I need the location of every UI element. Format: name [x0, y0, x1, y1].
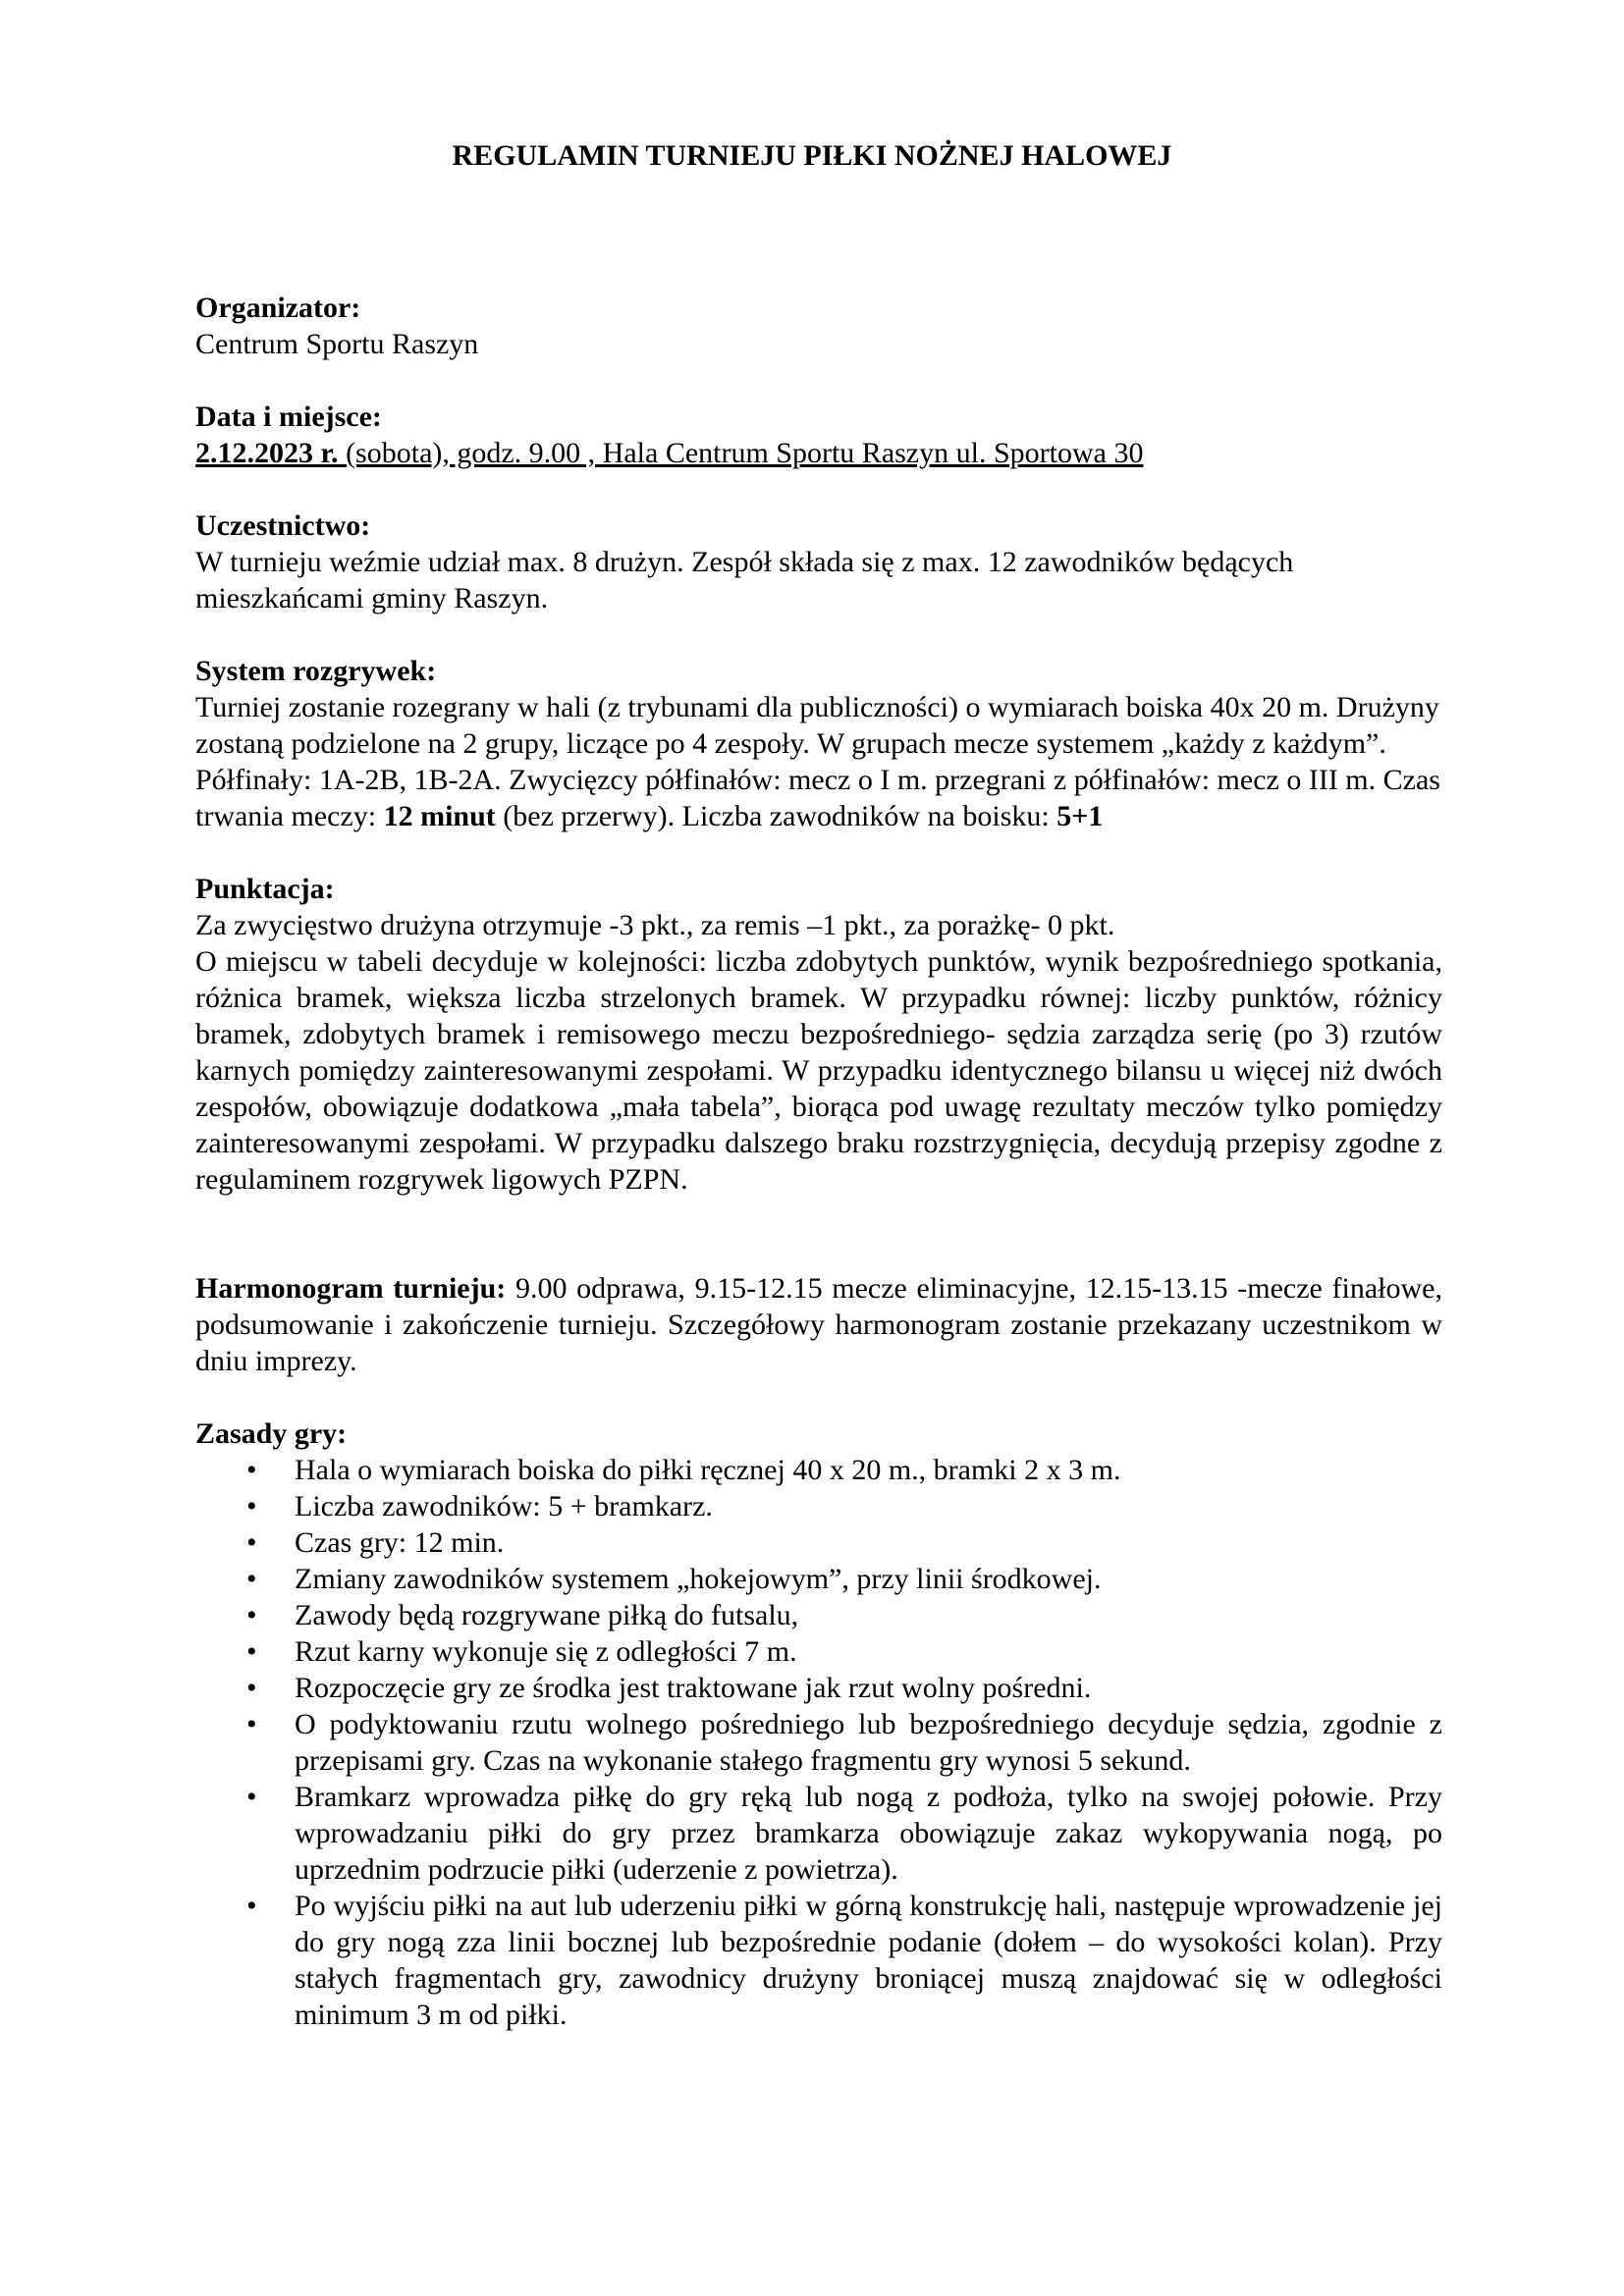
list-item-text: Rozpoczęcie gry ze środka jest traktowane jak rzut wolny pośredni.	[295, 1672, 1092, 1704]
list-item-text: Bramkarz wprowadza piłkę do gry ręką lub nogą z podłoża, tylko na swojej połowie. Przy wprowadzaniu piłki do gry przez bramkarza obowiązuje zakaz wykopywania nogą, po uprzednim podrzucie piłki (uderzenie z powietrza).	[295, 1781, 1442, 1886]
list-item	[195, 1779, 1442, 1888]
system-text	[195, 689, 1442, 834]
rules-section	[195, 1415, 1442, 2033]
document-title: REGULAMIN TURNIEJU PIŁKI NOŻNEJ HALOWEJ	[452, 139, 1172, 172]
list-item-text: Czas gry: 12 min.	[295, 1526, 505, 1559]
bullet-icon: •	[246, 1563, 257, 1595]
organizer-value: Centrum Sportu Raszyn	[195, 328, 479, 360]
list-item	[195, 1488, 1442, 1524]
scoring-ranking: O miejscu w tabeli decyduje w kolejności: liczba zdobytych punktów, wynik bezpośredniego spotkania, różnica bramek, większa liczba strzelonych bramek. W przypadku równej: liczby punktów, różnicy bramek, zdobytych bramek i remisowego meczu bezpośredniego- sędzia zarządza serię (po 3) rzutów karnych pomiędzy zainteresowanymi zespołami. W przypadku identycznego bilansu u więcej niż dwóch zespołów, obowiązuje dodatkowa „mała tabela”, biorąca pod uwagę rezultaty meczów tylko pomiędzy zainteresowanymi zespołami. W przypadku dalszego braku rozstrzygnięcia, decydują przepisy zgodne z regulaminem rozgrywek ligowych PZPN.	[195, 945, 1442, 1196]
system-text-part2: (bez przerwy). Liczba zawodników na boisku:	[495, 800, 1057, 832]
bullet-icon: •	[246, 1490, 257, 1522]
bullet-icon: •	[246, 1890, 257, 1922]
bullet-icon: •	[246, 1672, 257, 1704]
schedule-text	[195, 1270, 1442, 1379]
list-item	[195, 1633, 1442, 1670]
bullet-icon: •	[246, 1454, 257, 1486]
bullet-icon: •	[246, 1635, 257, 1668]
event-date: 2.12.2023 r.	[195, 437, 339, 469]
list-item	[195, 1706, 1442, 1779]
list-item-text: Hala o wymiarach boiska do piłki ręcznej 40 x 20 m., bramki 2 x 3 m.	[295, 1454, 1121, 1486]
scoring-section	[195, 871, 1442, 1198]
scoring-points: Za zwycięstwo drużyna otrzymuje -3 pkt., za remis –1 pkt., za porażkę- 0 pkt.	[195, 909, 1115, 941]
rules-heading: Zasady gry:	[195, 1417, 348, 1450]
system-section	[195, 653, 1442, 834]
organizer-section	[195, 290, 1442, 362]
scoring-heading: Punktacja:	[195, 873, 335, 905]
list-item-text: Zawody będą rozgrywane piłką do futsalu,	[295, 1599, 799, 1631]
list-item	[195, 1524, 1442, 1561]
date-place-line	[195, 435, 1442, 471]
schedule-heading: Harmonogram turnieju:	[195, 1272, 507, 1305]
list-item	[195, 1561, 1442, 1597]
event-place: (sobota), godz. 9.00 , Hala Centrum Sportu Raszyn ul. Sportowa 30	[338, 437, 1144, 469]
list-item	[195, 1597, 1442, 1633]
match-duration: 12 minut	[383, 800, 496, 832]
list-item	[195, 1670, 1442, 1706]
participation-section	[195, 507, 1442, 616]
organizer-heading: Organizator:	[195, 292, 361, 324]
list-item-text: O podyktowaniu rzutu wolnego pośredniego lub bezpośredniego decyduje sędzia, zgodnie z przepisami gry. Czas na wykonanie stałego fragmentu gry wynosi 5 sekund.	[295, 1708, 1442, 1777]
participation-heading: Uczestnictwo:	[195, 509, 371, 542]
rules-list	[195, 1452, 1442, 2033]
bullet-icon: •	[246, 1526, 257, 1559]
schedule-body: 9.00 odprawa, 9.15-12.15 mecze eliminacyjne, 12.15-13.15 -mecze finałowe, podsumowanie i zakończenie turnieju. Szczegółowy harmonogram zostanie przekazany uczestnikom w dniu imprezy.	[195, 1272, 1443, 1377]
list-item-text: Zmiany zawodników systemem „hokejowym”, przy linii środkowej.	[295, 1563, 1102, 1595]
players-on-field: 5+1	[1056, 800, 1104, 832]
bullet-icon: •	[246, 1599, 257, 1631]
list-item-text: Po wyjściu piłki na aut lub uderzeniu piłki w górną konstrukcję hali, następuje wprowadzenie jej do gry nogą zza linii bocznej lub bezpośrednie podanie (dołem – do wysokości kolan). Przy stałych fragmentach gry, zawodnicy drużyny broniącej muszą znajdować się w odległości minimum 3 m od piłki.	[295, 1890, 1442, 2031]
list-item	[195, 1452, 1442, 1488]
bullet-icon: •	[246, 1708, 257, 1740]
date-place-heading: Data i miejsce:	[195, 400, 382, 433]
system-text-part1: Turniej zostanie rozegrany w hali (z trybunami dla publiczności) o wymiarach boiska 40x 20 m. Drużyny zostaną podzielone na 2 grupy, liczące po 4 zespoły. W grupach mecze systemem „każdy z każdym”. Półfinały: 1A-2B, 1B-2A. Zwycięzcy półfinałów: mecz o I m. przegrani z półfinałów: mecz o III m. Czas trwania meczy:	[195, 691, 1440, 832]
list-item-text: Rzut karny wykonuje się z odległości 7 m.	[295, 1635, 797, 1668]
participation-text: W turnieju weźmie udział max. 8 drużyn. Zespół składa się z max. 12 zawodników będących mieszkańcami gminy Raszyn.	[195, 546, 1294, 614]
date-place-section	[195, 399, 1442, 471]
system-heading: System rozgrywek:	[195, 655, 437, 687]
document-body	[195, 290, 1442, 2033]
list-item	[195, 1888, 1442, 2033]
list-item-text: Liczba zawodników: 5 + bramkarz.	[295, 1490, 713, 1522]
schedule-section	[195, 1270, 1442, 1379]
bullet-icon: •	[246, 1781, 257, 1813]
